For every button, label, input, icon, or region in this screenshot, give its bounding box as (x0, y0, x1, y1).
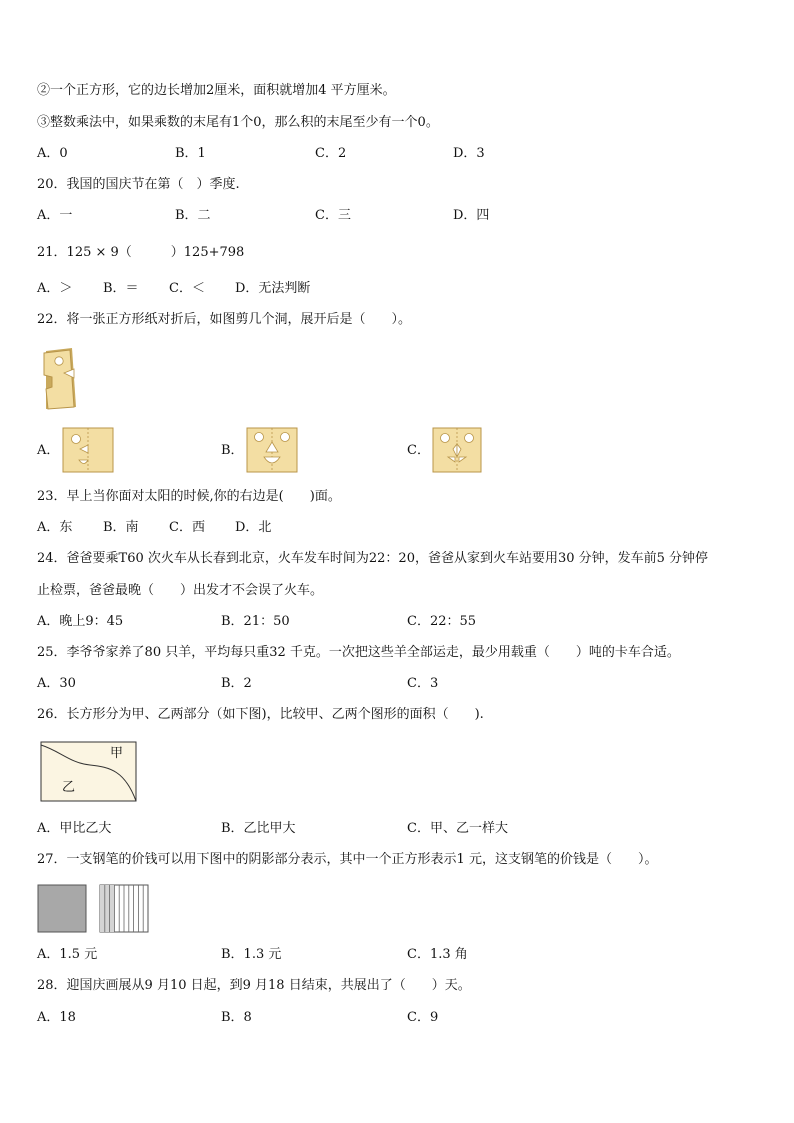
q25-option-c[interactable]: C．3 (407, 676, 439, 691)
q22-option-c-figure[interactable] (432, 427, 482, 473)
q24-option-c[interactable]: C．22：55 (407, 614, 477, 629)
folded-paper-figure (42, 347, 82, 411)
question-28: 28．迎国庆画展从9 月10 日起，到9 月18 日结束，共展出了（ ）天。 (37, 978, 471, 993)
question-21: 21．125 × 9（ ）125+798 (37, 245, 245, 260)
q22-option-a-figure[interactable] (62, 427, 114, 473)
q25-option-a[interactable]: A．30 (37, 676, 76, 691)
q21-option-b[interactable]: B．＝ (103, 281, 139, 296)
question-20: 20．我国的国庆节在第（ ）季度. (37, 177, 240, 192)
q23-option-a[interactable]: A．东 (37, 520, 73, 535)
question-24-line-1: 24．爸爸要乘T60 次火车从长春到北京，火车发车时间为22：20，爸爸从家到火车站要用30 分钟，发车前5 分钟停 (37, 551, 709, 566)
q28-option-a[interactable]: A．18 (37, 1010, 76, 1025)
statement-2: ②一个正方形，它的边长增加2厘米，面积就增加4 平方厘米。 (37, 83, 396, 98)
q27-option-b[interactable]: B．1.3 元 (221, 947, 282, 962)
q22-option-c[interactable]: C． (407, 443, 430, 458)
q22-option-b-figure[interactable] (246, 427, 298, 473)
question-22: 22．将一张正方形纸对折后，如图剪几个洞，展开后是（ ）。 (37, 312, 412, 327)
q24-option-a[interactable]: A．晚上9：45 (37, 614, 124, 629)
q19-option-a[interactable]: A．0 (37, 146, 68, 161)
q22-option-b[interactable]: B． (221, 443, 244, 458)
q21-option-c[interactable]: C．＜ (169, 281, 205, 296)
q27-option-a[interactable]: A．1.5 元 (37, 947, 98, 962)
q23-option-b[interactable]: B．南 (103, 520, 139, 535)
label-yi: 乙 (62, 780, 76, 795)
q23-option-c[interactable]: C．西 (169, 520, 205, 535)
rectangle-split-figure (40, 741, 138, 803)
q27-option-c[interactable]: C．1.3 角 (407, 947, 468, 962)
q28-option-b[interactable]: B．8 (221, 1010, 252, 1025)
q19-option-d[interactable]: D．3 (453, 146, 485, 161)
statement-3: ③整数乘法中，如果乘数的末尾有1个0，那么积的末尾至少有一个0。 (37, 115, 439, 130)
q25-option-b[interactable]: B．2 (221, 676, 252, 691)
question-25: 25．李爷爷家养了80 只羊，平均每只重32 千克。一次把这些羊全部运走，最少用载重（ ）吨的卡车合适。 (37, 645, 680, 660)
q20-option-a[interactable]: A．一 (37, 208, 73, 223)
q21-option-a[interactable]: A．＞ (37, 281, 73, 296)
q19-option-b[interactable]: B．1 (175, 146, 206, 161)
q19-option-c[interactable]: C．2 (315, 146, 347, 161)
q23-option-d[interactable]: D．北 (235, 520, 272, 535)
q26-option-a[interactable]: A．甲比乙大 (37, 821, 112, 836)
q20-option-b[interactable]: B．二 (175, 208, 211, 223)
q20-option-c[interactable]: C．三 (315, 208, 351, 223)
question-26: 26．长方形分为甲、乙两部分（如下图)，比较甲、乙两个图形的面积（ ). (37, 707, 484, 722)
q26-option-b[interactable]: B．乙比甲大 (221, 821, 296, 836)
q22-option-a[interactable]: A． (37, 443, 60, 458)
question-27: 27．一支钢笔的价钱可以用下图中的阴影部分表示，其中一个正方形表示1 元，这支钢笔的价钱是（ ）。 (37, 852, 658, 867)
question-24-line-2: 止检票，爸爸最晚（ ）出发才不会误了火车。 (37, 583, 324, 598)
question-23: 23．早上当你面对太阳的时候,你的右边是( )面。 (37, 489, 341, 504)
q24-option-b[interactable]: B．21：50 (221, 614, 290, 629)
shaded-squares-figure (37, 884, 153, 934)
q20-option-d[interactable]: D．四 (453, 208, 490, 223)
label-jia: 甲 (110, 746, 124, 761)
q21-option-d[interactable]: D．无法判断 (235, 281, 311, 296)
q28-option-c[interactable]: C．9 (407, 1010, 439, 1025)
q26-option-c[interactable]: C．甲、乙一样大 (407, 821, 508, 836)
